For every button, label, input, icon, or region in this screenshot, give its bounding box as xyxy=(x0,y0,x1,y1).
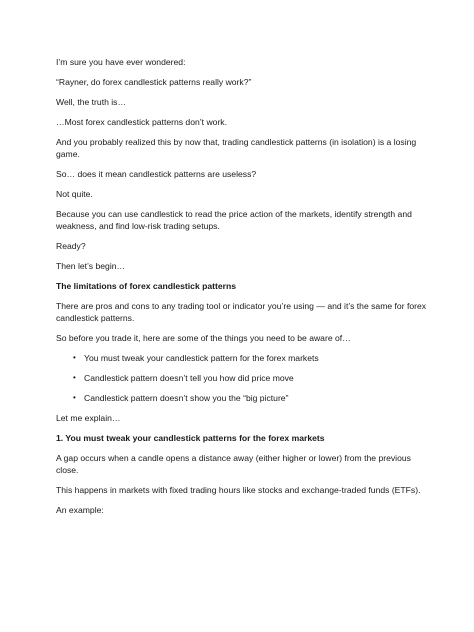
list-item xyxy=(56,392,430,404)
section1-paragraph-2: This happens in markets with fixed trading hours like stocks and exchange-traded funds (ETFs). xyxy=(56,485,421,495)
intro-paragraph-10: Then let’s begin… xyxy=(56,261,126,271)
intro-paragraph-6: So… does it mean candlestick patterns are useless? xyxy=(56,169,257,179)
list-item xyxy=(56,372,430,384)
intro-paragraph-1: I’m sure you have ever wondered: xyxy=(56,57,186,67)
bullet-list xyxy=(56,352,430,404)
intro-paragraph-5: And you probably realized this by now that, trading candlestick patterns (in isolation) is a losing game. xyxy=(56,137,417,159)
section1-paragraph-1: A gap occurs when a candle opens a distance away (either higher or lower) from the previous close. xyxy=(56,453,411,475)
list-item-text: Candlestick pattern doesn’t show you the “big picture” xyxy=(84,393,289,403)
list-item-text: You must tweak your candlestick pattern for the forex markets xyxy=(84,353,319,363)
intro-paragraph-7: Not quite. xyxy=(56,189,93,199)
intro-paragraph-2: “Rayner, do forex candlestick patterns really work?” xyxy=(56,77,252,87)
list-item xyxy=(56,352,430,364)
bullet-dot-icon: • xyxy=(73,353,76,362)
limitations-paragraph-1: There are pros and cons to any trading tool or indicator you’re using — and it’s the same for forex candlestick patterns. xyxy=(56,301,427,323)
section1-paragraph-3: An example: xyxy=(56,505,104,515)
heading-limitations: The limitations of forex candlestick patterns xyxy=(56,281,237,291)
document-body xyxy=(56,56,430,524)
list-item-text: Candlestick pattern doesn’t tell you how did price move xyxy=(84,373,294,383)
intro-paragraph-9: Ready? xyxy=(56,241,86,251)
intro-paragraph-4: …Most forex candlestick patterns don’t work. xyxy=(56,117,227,127)
heading-section-1: 1. You must tweak your candlestick patterns for the forex markets xyxy=(56,433,325,443)
limitations-paragraph-2: So before you trade it, here are some of the things you need to be aware of… xyxy=(56,333,351,343)
intro-paragraph-3: Well, the truth is… xyxy=(56,97,127,107)
explain-paragraph: Let me explain… xyxy=(56,413,121,423)
bullet-dot-icon: • xyxy=(73,393,76,402)
bullet-dot-icon: • xyxy=(73,373,76,382)
intro-paragraph-8: Because you can use candlestick to read the price action of the markets, identify strength and weakness, and find low-risk trading setups. xyxy=(56,209,412,231)
